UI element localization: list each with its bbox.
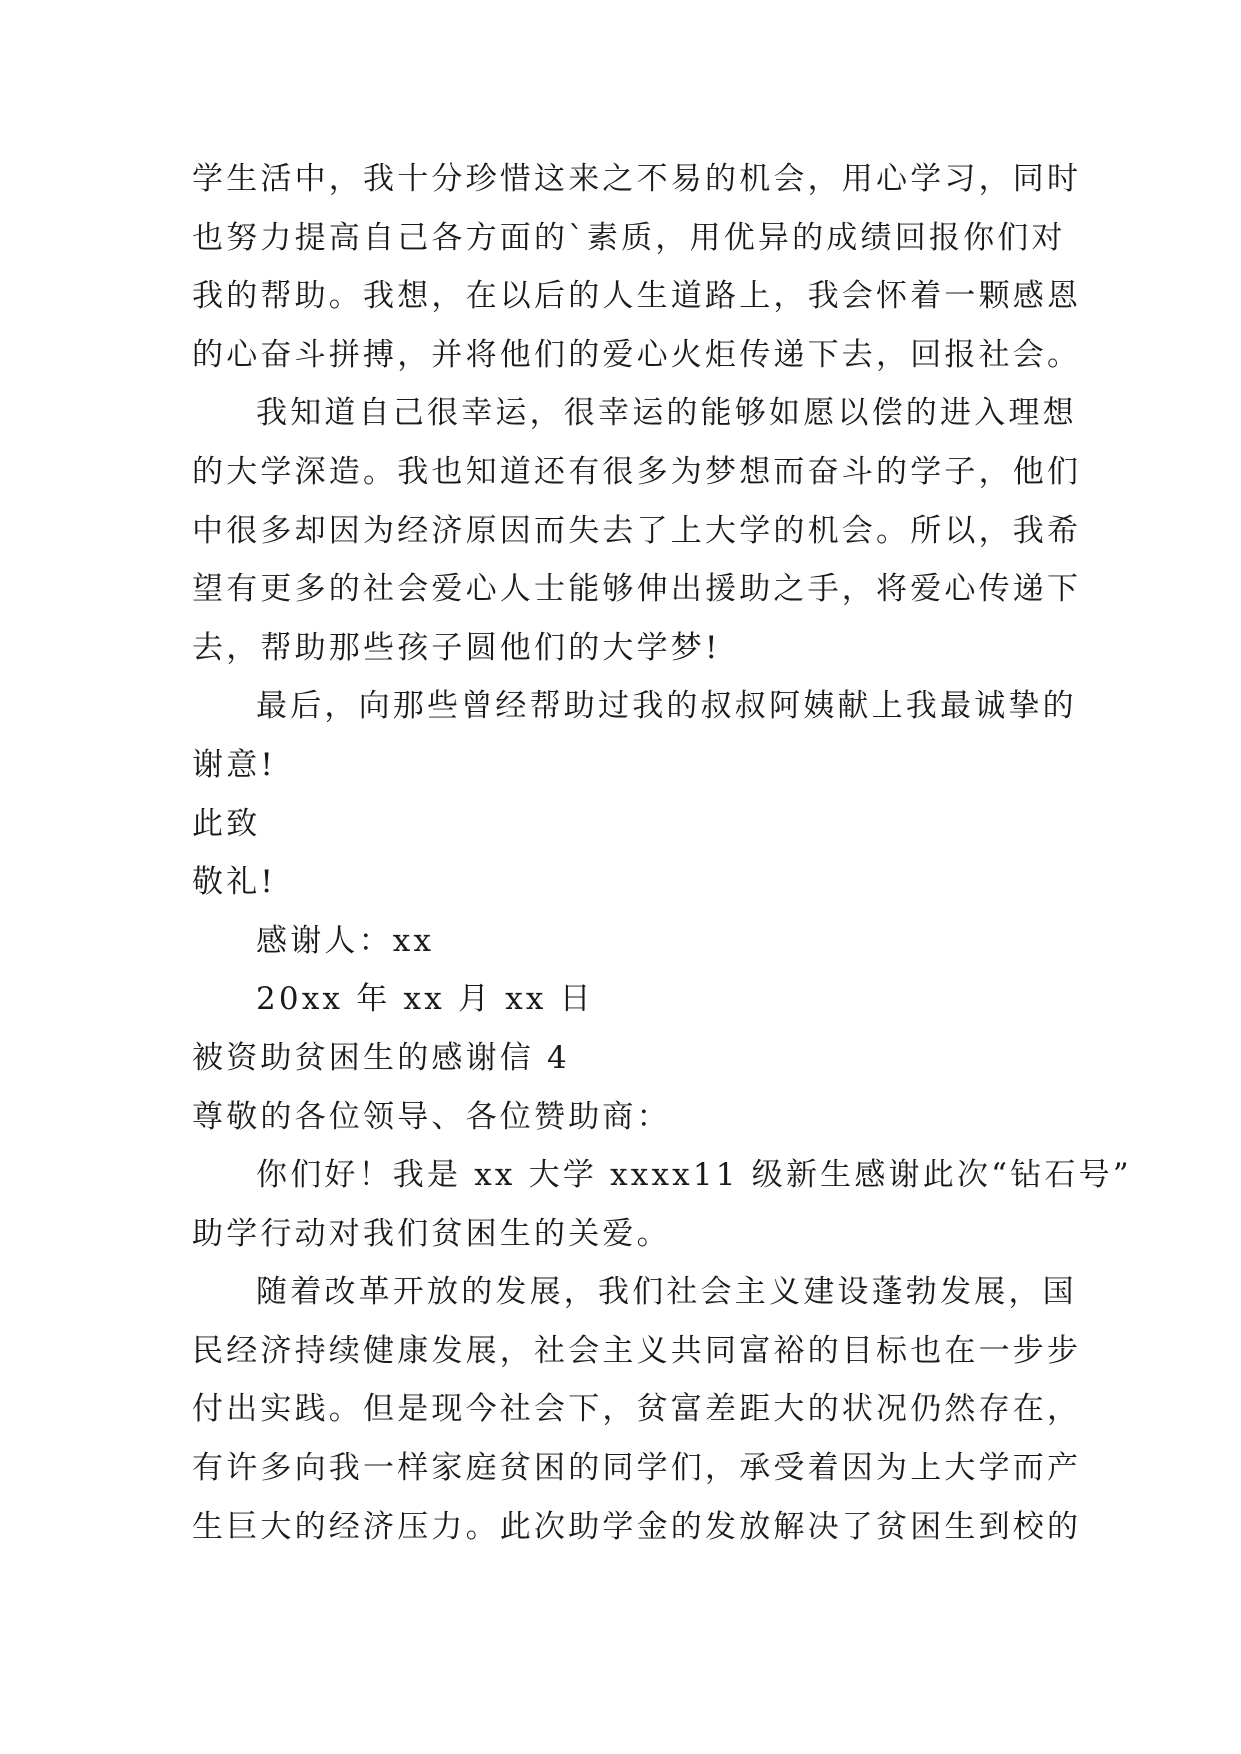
text-line: 学生活中，我十分珍惜这来之不易的机会，用心学习，同时 [192,161,1082,197]
text-line: 我的帮助。我想，在以后的人生道路上，我会怀着一颗感恩 [192,278,1082,315]
text-line: 感谢人：xx [256,922,435,959]
text-line: 尊敬的各位领导、各位赞助商： [192,1098,671,1135]
text-line: 我知道自己很幸运，很幸运的能够如愿以偿的进入理想 [256,395,1077,432]
text-line: 此致 [192,805,261,842]
text-line: 望有更多的社会爱心人士能够伸出援助之手，将爱心传递下 [192,571,1082,608]
text-line: 去，帮助那些孩子圆他们的大学梦! [192,629,721,666]
document-body [192,150,1132,1556]
text-line: 最后，向那些曾经帮助过我的叔叔阿姨献上我最诚挚的 [256,688,1077,725]
text-line: 敬礼! [192,864,277,901]
text-line: 有许多向我一样家庭贫困的同学们，承受着因为上大学而产 [192,1450,1082,1487]
text-line: 中很多却因为经济原因而失去了上大学的机会。所以，我希 [192,512,1082,549]
text-line: 的心奋斗拼搏，并将他们的爱心火炬传递下去，回报社会。 [192,336,1082,373]
text-line: 助学行动对我们贫困生的关爱。 [192,1215,671,1252]
text-line: 谢意! [192,746,277,783]
text-line: 的大学深造。我也知道还有很多为梦想而奋斗的学子，他们 [192,453,1082,490]
text-line: 被资助贫困生的感谢信 4 [192,1039,570,1076]
text-line: 随着改革开放的发展，我们社会主义建设蓬勃发展，国 [256,1274,1077,1311]
text-line: 民经济持续健康发展，社会主义共同富裕的目标也在一步步 [192,1332,1082,1369]
text-line: 生巨大的经济压力。此次助学金的发放解决了贫困生到校的 [192,1508,1082,1545]
text-line: 也努力提高自己各方面的`素质，用优异的成绩回报你们对 [192,219,1066,256]
text-line: 20xx 年 xx 月 xx 日 [256,981,594,1018]
text-line: 你们好！我是 xx 大学 xxxx11 级新生感谢此次“钻石号” [256,1157,1132,1194]
text-line: 付出实践。但是现今社会下，贫富差距大的状况仍然存在， [192,1391,1082,1428]
